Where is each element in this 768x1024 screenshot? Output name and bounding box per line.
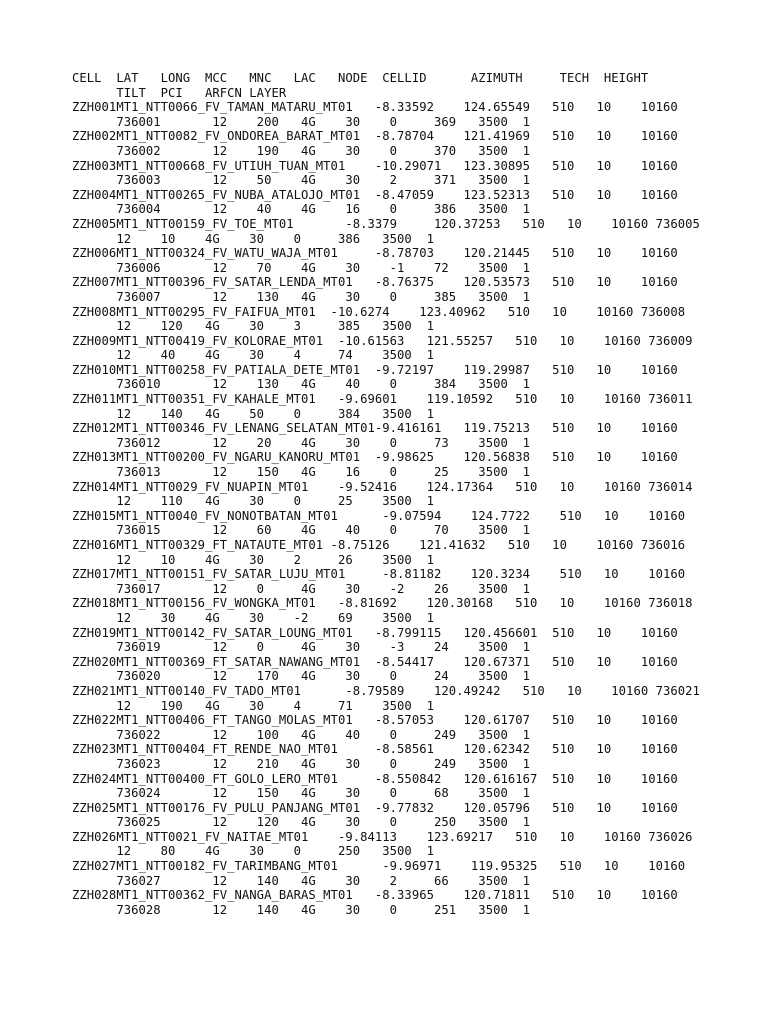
- cell-table-text: [72, 71, 762, 917]
- cell-record-line: ZZH027MT1_NTT00182_FV_TARIMBANG_MT01 -9.96971 119.95325 510 10 10160: [72, 859, 686, 874]
- header-line: TILT PCI ARFCN LAYER: [72, 85, 287, 100]
- cell-record-line: 736002 12 190 4G 30 0 370 3500 1: [72, 143, 531, 158]
- cell-record-line: ZZH028MT1_NTT00362_FV_NANGA_BARAS_MT01 -8.33965 120.71811 510 10 10160: [72, 888, 678, 903]
- cell-record-line: 736019 12 0 4G 30 -3 24 3500 1: [72, 640, 531, 655]
- cell-record-line: ZZH005MT1_NTT00159_FV_TOE_MT01 -8.3379 120.37253 510 10 10160 736005: [72, 216, 700, 231]
- cell-record-line: ZZH007MT1_NTT00396_FV_SATAR_LENDA_MT01 -8.76375 120.53573 510 10 10160: [72, 275, 678, 290]
- cell-record-line: 12 30 4G 30 -2 69 3500 1: [72, 610, 434, 625]
- cell-record-line: ZZH002MT1_NTT0082_FV_ONDOREA_BARAT_MT01 -8.78704 121.41969 510 10 10160: [72, 129, 678, 144]
- cell-record-line: 12 80 4G 30 0 250 3500 1: [72, 844, 434, 859]
- cell-record-line: ZZH008MT1_NTT00295_FV_FAIFUA_MT01 -10.6274 123.40962 510 10 10160 736008: [72, 304, 686, 319]
- cell-record-line: ZZH009MT1_NTT00419_FV_KOLORAE_MT01 -10.61563 121.55257 510 10 10160 736009: [72, 333, 693, 348]
- cell-record-line: ZZH013MT1_NTT00200_FV_NGARU_KANORU_MT01 -9.98625 120.56838 510 10 10160: [72, 450, 678, 465]
- cell-record-line: ZZH020MT1_NTT00369_FT_SATAR_NAWANG_MT01 -8.54417 120.67371 510 10 10160: [72, 654, 678, 669]
- cell-record-line: ZZH015MT1_NTT0040_FV_NONOTBATAN_MT01 -9.07594 124.7722 510 10 10160: [72, 508, 686, 523]
- cell-record-line: 736028 12 140 4G 30 0 251 3500 1: [72, 902, 531, 917]
- cell-record-line: 736012 12 20 4G 30 0 73 3500 1: [72, 435, 531, 450]
- cell-record-line: 12 110 4G 30 0 25 3500 1: [72, 494, 434, 509]
- cell-record-line: ZZH017MT1_NTT00151_FV_SATAR_LUJU_MT01 -8.81182 120.3234 510 10 10160: [72, 567, 686, 582]
- cell-record-line: ZZH012MT1_NTT00346_FV_LENANG_SELATAN_MT01-9.416161 119.75213 510 10 10160: [72, 421, 678, 436]
- cell-record-line: ZZH022MT1_NTT00406_FT_TANGO_MOLAS_MT01 -8.57053 120.61707 510 10 10160: [72, 713, 678, 728]
- cell-record-line: 736006 12 70 4G 30 -1 72 3500 1: [72, 260, 531, 275]
- cell-record-line: ZZH003MT1_NTT00668_FV_UTIUH_TUAN_MT01 -10.29071 123.30895 510 10 10160: [72, 158, 678, 173]
- cell-record-line: 736004 12 40 4G 16 0 386 3500 1: [72, 202, 531, 217]
- cell-record-line: 12 10 4G 30 2 26 3500 1: [72, 552, 434, 567]
- cell-record-line: 736024 12 150 4G 30 0 68 3500 1: [72, 786, 531, 801]
- cell-record-line: 736013 12 150 4G 16 0 25 3500 1: [72, 465, 531, 480]
- cell-record-line: 736007 12 130 4G 30 0 385 3500 1: [72, 289, 531, 304]
- cell-record-line: 736025 12 120 4G 30 0 250 3500 1: [72, 815, 531, 830]
- cell-record-line: 736003 12 50 4G 30 2 371 3500 1: [72, 173, 531, 188]
- cell-record-line: ZZH001MT1_NTT0066_FV_TAMAN_MATARU_MT01 -8.33592 124.65549 510 10 10160: [72, 100, 678, 115]
- header-line: CELL LAT LONG MCC MNC LAC NODE CELLID AZIMUTH TECH HEIGHT: [72, 71, 649, 85]
- cell-record-line: ZZH006MT1_NTT00324_FV_WATU_WAJA_MT01 -8.78703 120.21445 510 10 10160: [72, 246, 678, 261]
- cell-record-line: ZZH025MT1_NTT00176_FV_PULU_PANJANG_MT01 -9.77832 120.05796 510 10 10160: [72, 800, 678, 815]
- cell-record-line: 736020 12 170 4G 30 0 24 3500 1: [72, 669, 531, 684]
- cell-record-line: ZZH021MT1_NTT00140_FV_TADO_MT01 -8.79589 120.49242 510 10 10160 736021: [72, 683, 700, 698]
- cell-record-line: 12 120 4G 30 3 385 3500 1: [72, 319, 434, 334]
- cell-record-line: ZZH004MT1_NTT00265_FV_NUBA_ATALOJO_MT01 -8.47059 123.52313 510 10 10160: [72, 187, 678, 202]
- cell-record-line: 736015 12 60 4G 40 0 70 3500 1: [72, 523, 531, 538]
- cell-record-line: 736001 12 200 4G 30 0 369 3500 1: [72, 114, 531, 129]
- cell-record-line: 12 40 4G 30 4 74 3500 1: [72, 348, 434, 363]
- cell-record-line: 736027 12 140 4G 30 2 66 3500 1: [72, 873, 531, 888]
- cell-record-line: 12 140 4G 50 0 384 3500 1: [72, 406, 434, 421]
- cell-record-line: 12 190 4G 30 4 71 3500 1: [72, 698, 434, 713]
- cell-record-line: 736023 12 210 4G 30 0 249 3500 1: [72, 756, 531, 771]
- cell-record-line: 736022 12 100 4G 40 0 249 3500 1: [72, 727, 531, 742]
- cell-record-line: 736010 12 130 4G 40 0 384 3500 1: [72, 377, 531, 392]
- cell-record-line: ZZH016MT1_NTT00329_FT_NATAUTE_MT01 -8.75126 121.41632 510 10 10160 736016: [72, 538, 686, 552]
- cell-record-line: ZZH019MT1_NTT00142_FV_SATAR_LOUNG_MT01 -8.799115 120.456601 510 10 10160: [72, 625, 678, 640]
- cell-record-line: ZZH024MT1_NTT00400_FT_GOLO_LERO_MT01 -8.550842 120.616167 510 10 10160: [72, 771, 678, 786]
- cell-record-line: ZZH026MT1_NTT0021_FV_NAITAE_MT01 -9.84113 123.69217 510 10 10160 736026: [72, 829, 693, 844]
- cell-record-line: 736017 12 0 4G 30 -2 26 3500 1: [72, 581, 531, 596]
- cell-record-line: ZZH011MT1_NTT00351_FV_KAHALE_MT01 -9.69601 119.10592 510 10 10160 736011: [72, 392, 693, 407]
- cell-record-line: ZZH018MT1_NTT00156_FV_WONGKA_MT01 -8.81692 120.30168 510 10 10160 736018: [72, 596, 693, 611]
- cell-record-line: ZZH010MT1_NTT00258_FV_PATIALA_DETE_MT01 -9.72197 119.29987 510 10 10160: [72, 362, 678, 377]
- cell-record-line: 12 10 4G 30 0 386 3500 1: [72, 231, 434, 246]
- cell-record-line: ZZH023MT1_NTT00404_FT_RENDE_NAO_MT01 -8.58561 120.62342 510 10 10160: [72, 742, 678, 757]
- cell-record-line: ZZH014MT1_NTT0029_FV_NUAPIN_MT01 -9.52416 124.17364 510 10 10160 736014: [72, 479, 693, 494]
